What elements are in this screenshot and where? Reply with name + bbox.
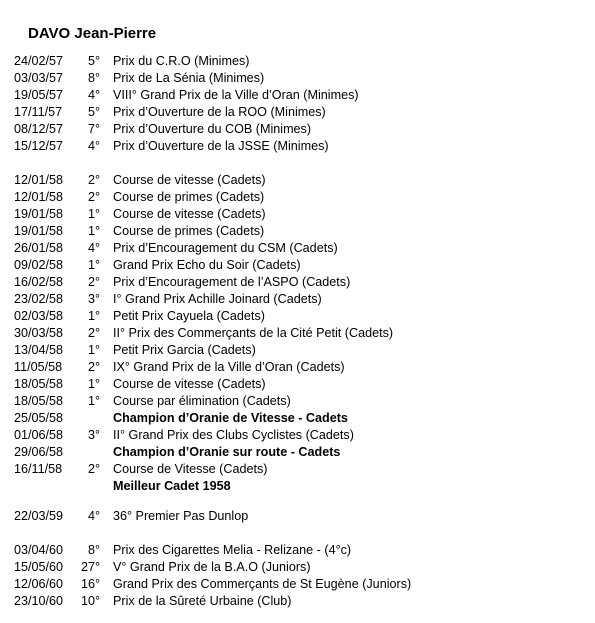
result-event: 36° Premier Pas Dunlop bbox=[113, 509, 249, 523]
result-date: 18/05/58 bbox=[14, 377, 64, 391]
result-place: 2° bbox=[87, 275, 100, 289]
result-row bbox=[0, 393, 595, 410]
result-row bbox=[0, 308, 595, 325]
result-event: Prix d’Ouverture de la JSSE (Minimes) bbox=[113, 139, 329, 153]
result-event: Grand Prix des Commerçants de St Eugène (Juniors) bbox=[113, 577, 412, 591]
result-date: 12/01/58 bbox=[14, 190, 64, 204]
result-place: 1° bbox=[87, 207, 100, 221]
result-place: 8° bbox=[87, 543, 100, 557]
result-event: VIII° Grand Prix de la Ville d’Oran (Minimes) bbox=[113, 88, 359, 102]
result-date: 02/03/58 bbox=[14, 309, 64, 323]
result-place: 4° bbox=[87, 241, 100, 255]
result-row bbox=[0, 240, 595, 257]
result-place: 27° bbox=[80, 560, 100, 574]
result-date: 08/12/57 bbox=[14, 122, 64, 136]
result-event: V° Grand Prix de la B.A.O (Juniors) bbox=[113, 560, 311, 574]
result-event: Course de primes (Cadets) bbox=[113, 224, 265, 238]
result-date: 12/01/58 bbox=[14, 173, 64, 187]
result-place: 5° bbox=[87, 105, 100, 119]
result-place: 1° bbox=[87, 258, 100, 272]
result-date: 15/05/60 bbox=[14, 560, 64, 574]
result-row bbox=[0, 121, 595, 138]
result-event: Petit Prix Cayuela (Cadets) bbox=[113, 309, 265, 323]
result-date: 19/05/57 bbox=[14, 88, 64, 102]
result-place: 1° bbox=[87, 394, 100, 408]
result-event: I° Grand Prix Achille Joinard (Cadets) bbox=[113, 292, 322, 306]
result-event: Course de vitesse (Cadets) bbox=[113, 377, 266, 391]
result-date: 29/06/58 bbox=[14, 445, 64, 459]
result-place: 2° bbox=[87, 190, 100, 204]
result-date: 03/04/60 bbox=[14, 543, 64, 557]
result-event: IX° Grand Prix de la Ville d’Oran (Cadets) bbox=[113, 360, 345, 374]
result-event: Petit Prix Garcia (Cadets) bbox=[113, 343, 256, 357]
result-place: 4° bbox=[87, 509, 100, 523]
result-place: 3° bbox=[87, 428, 100, 442]
result-row bbox=[0, 70, 595, 87]
result-row bbox=[0, 576, 595, 593]
result-row bbox=[0, 461, 595, 478]
result-place: 1° bbox=[87, 343, 100, 357]
result-row bbox=[0, 206, 595, 223]
result-event: II° Grand Prix des Clubs Cyclistes (Cadets) bbox=[113, 428, 354, 442]
result-event: Meilleur Cadet 1958 bbox=[113, 479, 231, 493]
result-place: 4° bbox=[87, 139, 100, 153]
result-event: Course par élimination (Cadets) bbox=[113, 394, 291, 408]
result-event: Prix de La Sénia (Minimes) bbox=[113, 71, 265, 85]
result-place: 1° bbox=[87, 309, 100, 323]
result-event: Course de Vitesse (Cadets) bbox=[113, 462, 268, 476]
result-place: 16° bbox=[80, 577, 100, 591]
result-event: Prix d’Ouverture du COB (Minimes) bbox=[113, 122, 312, 136]
result-row bbox=[0, 376, 595, 393]
result-date: 23/02/58 bbox=[14, 292, 64, 306]
result-place: 2° bbox=[87, 360, 100, 374]
result-place: 2° bbox=[87, 462, 100, 476]
result-row bbox=[0, 508, 595, 525]
result-row bbox=[0, 427, 595, 444]
result-row bbox=[0, 444, 595, 461]
result-row bbox=[0, 291, 595, 308]
result-place: 10° bbox=[80, 594, 100, 608]
result-date: 22/03/59 bbox=[14, 509, 64, 523]
result-row bbox=[0, 87, 595, 104]
result-event: Prix du C.R.O (Minimes) bbox=[113, 54, 250, 68]
result-row bbox=[0, 223, 595, 240]
result-place: 4° bbox=[87, 88, 100, 102]
result-row bbox=[0, 189, 595, 206]
result-place: 1° bbox=[87, 377, 100, 391]
result-row bbox=[0, 172, 595, 189]
result-event: Champion d’Oranie sur route - Cadets bbox=[113, 445, 341, 459]
result-row bbox=[0, 53, 595, 70]
result-place: 8° bbox=[87, 71, 100, 85]
result-date: 01/06/58 bbox=[14, 428, 64, 442]
result-row bbox=[0, 593, 595, 610]
result-row bbox=[0, 138, 595, 155]
result-place: 5° bbox=[87, 54, 100, 68]
result-row bbox=[0, 559, 595, 576]
page-title: DAVO Jean-Pierre bbox=[28, 25, 157, 42]
result-date: 23/10/60 bbox=[14, 594, 64, 608]
result-event: Champion d’Oranie de Vitesse - Cadets bbox=[113, 411, 348, 425]
result-date: 13/04/58 bbox=[14, 343, 64, 357]
result-row bbox=[0, 325, 595, 342]
result-place: 1° bbox=[87, 224, 100, 238]
result-place: 2° bbox=[87, 173, 100, 187]
result-row bbox=[0, 104, 595, 121]
result-place: 2° bbox=[87, 326, 100, 340]
result-event: Prix des Cigarettes Melia - Relizane - (4°c) bbox=[113, 543, 352, 557]
result-event: Course de vitesse (Cadets) bbox=[113, 173, 266, 187]
result-date: 25/05/58 bbox=[14, 411, 64, 425]
result-event: Course de vitesse (Cadets) bbox=[113, 207, 266, 221]
result-date: 17/11/57 bbox=[14, 105, 63, 119]
result-date: 19/01/58 bbox=[14, 207, 64, 221]
result-place: 7° bbox=[87, 122, 100, 136]
result-date: 16/02/58 bbox=[14, 275, 64, 289]
result-event: Prix de la Sûreté Urbaine (Club) bbox=[113, 594, 292, 608]
result-date: 11/05/58 bbox=[14, 360, 63, 374]
result-row bbox=[0, 257, 595, 274]
result-event: Prix d’Encouragement de l’ASPO (Cadets) bbox=[113, 275, 351, 289]
result-row bbox=[0, 342, 595, 359]
result-date: 18/05/58 bbox=[14, 394, 64, 408]
result-date: 26/01/58 bbox=[14, 241, 64, 255]
result-date: 19/01/58 bbox=[14, 224, 64, 238]
result-row bbox=[0, 359, 595, 376]
result-row bbox=[0, 410, 595, 427]
result-date: 30/03/58 bbox=[14, 326, 64, 340]
result-place: 3° bbox=[87, 292, 100, 306]
result-row bbox=[0, 478, 595, 495]
result-event: Prix d’Ouverture de la ROO (Minimes) bbox=[113, 105, 326, 119]
result-row bbox=[0, 274, 595, 291]
result-date: 16/11/58 bbox=[14, 462, 63, 476]
result-event: Grand Prix Echo du Soir (Cadets) bbox=[113, 258, 301, 272]
result-event: II° Prix des Commerçants de la Cité Petit (Cadets) bbox=[113, 326, 394, 340]
result-date: 24/02/57 bbox=[14, 54, 64, 68]
result-date: 09/02/58 bbox=[14, 258, 64, 272]
result-event: Course de primes (Cadets) bbox=[113, 190, 265, 204]
result-row bbox=[0, 542, 595, 559]
result-date: 03/03/57 bbox=[14, 71, 64, 85]
result-date: 15/12/57 bbox=[14, 139, 64, 153]
result-date: 12/06/60 bbox=[14, 577, 64, 591]
result-event: Prix d’Encouragement du CSM (Cadets) bbox=[113, 241, 338, 255]
